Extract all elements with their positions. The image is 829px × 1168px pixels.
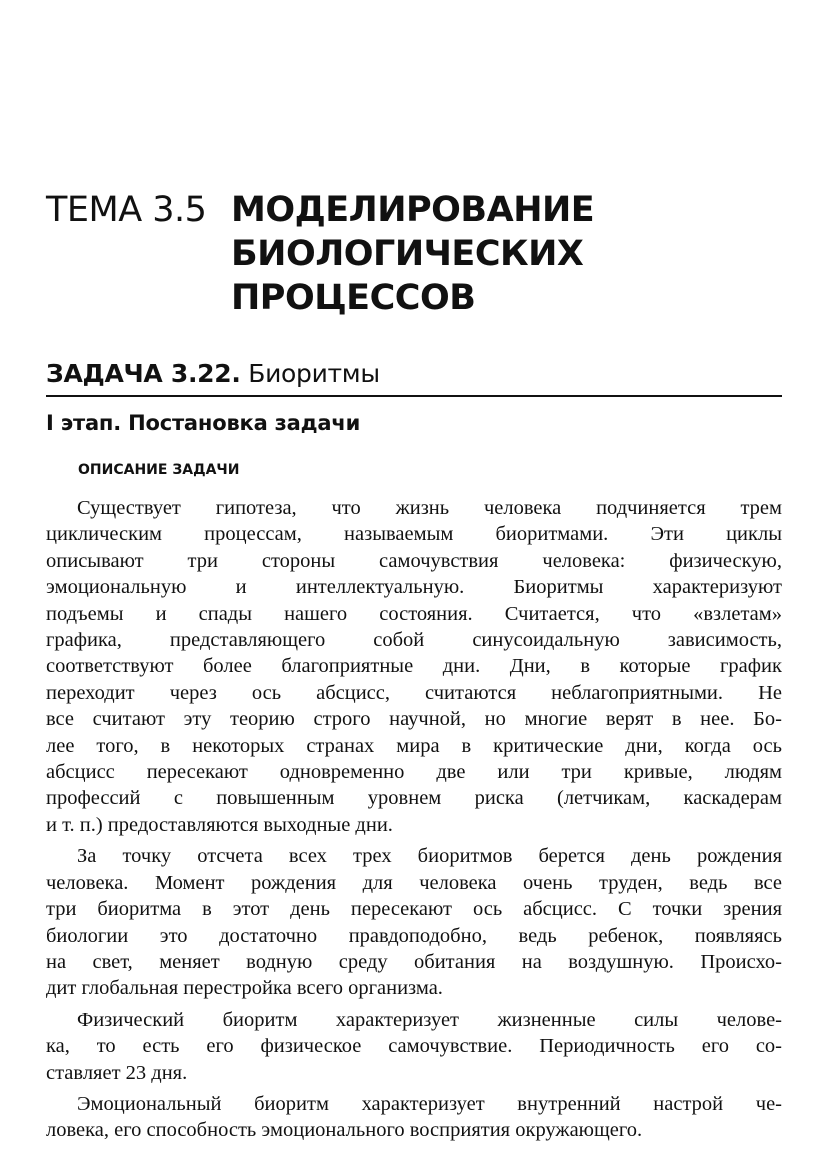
text-line: За точку отсчета всех трех биоритмов берется день рождения <box>77 845 782 868</box>
theme-title-line: ПРОЦЕССОВ <box>231 278 476 318</box>
text-line: человека. Момент рождения для человека очень труден, ведь все <box>46 871 782 894</box>
theme-label: ТЕМА 3.5 <box>46 190 207 230</box>
stage-heading: I этап. Постановка задачи <box>46 411 361 435</box>
body-text <box>46 495 782 1144</box>
section-heading: ОПИСАНИЕ ЗАДАЧИ <box>78 462 240 478</box>
theme-title <box>231 188 594 320</box>
theme-title-line: МОДЕЛИРОВАНИЕ <box>231 190 595 230</box>
text-line: и т. п.) предоставляются выходные дни. <box>46 813 393 836</box>
theme-title-line: БИОЛОГИЧЕСКИХ <box>231 234 584 274</box>
task-title: Биоритмы <box>248 359 380 388</box>
text-line: ка, то есть его физическое самочувствие. Периодичность его со- <box>46 1035 782 1058</box>
text-line: три биоритма в этот день пересекают ось абсцисс. С точки зрения <box>46 898 782 921</box>
text-line: ставляет 23 дня. <box>46 1061 188 1084</box>
text-line: эмоциональную и интеллектуальную. Биоритмы характеризуют <box>46 576 782 599</box>
text-line: абсцисс пересекают одновременно две или три кривые, людям <box>46 761 782 784</box>
text-line: Существует гипотеза, что жизнь человека подчиняется трем <box>77 497 782 519</box>
text-line: дит глобальная перестройка всего организма. <box>46 977 443 1000</box>
text-line: лее того, в некоторых странах мира в критические дни, когда ось <box>46 734 782 757</box>
heading-rule <box>46 395 782 397</box>
paragraph <box>46 1007 782 1086</box>
text-line: соответствуют более благоприятные дни. Дни, в которые график <box>46 655 782 678</box>
paragraph <box>46 843 782 1001</box>
text-line: ловека, его способность эмоционального восприятия окружающего. <box>46 1119 643 1142</box>
task-number: ЗАДАЧА 3.22. <box>46 359 241 388</box>
text-line: описывают три стороны самочувствия человека: физическую, <box>46 549 782 572</box>
text-line: переходит через ось абсцисс, считаются неблагоприятными. Не <box>46 681 782 704</box>
paragraph <box>46 1091 782 1144</box>
text-line: Физический биоритм характеризует жизненные силы челове- <box>77 1008 782 1031</box>
text-line: на свет, меняет водную среду обитания на воздушную. Происхо- <box>46 950 782 973</box>
text-line: биологии это достаточно правдоподобно, ведь ребенок, появляясь <box>46 924 782 947</box>
text-line: Эмоциональный биоритм характеризует внутренний настрой че- <box>77 1092 782 1115</box>
paragraph <box>46 495 782 838</box>
text-line: циклическим процессам, называемым биоритмами. Эти циклы <box>46 523 782 546</box>
text-line: графика, представляющего собой синусоидальную зависимость, <box>46 629 782 652</box>
text-line: профессий с повышенным уровнем риска (летчикам, каскадерам <box>46 787 782 810</box>
task-heading <box>46 358 782 390</box>
text-line: все считают эту теорию строго научной, но многие верят в нее. Бо- <box>46 708 782 731</box>
text-line: подъемы и спады нашего состояния. Считается, что «взлетам» <box>46 602 782 625</box>
